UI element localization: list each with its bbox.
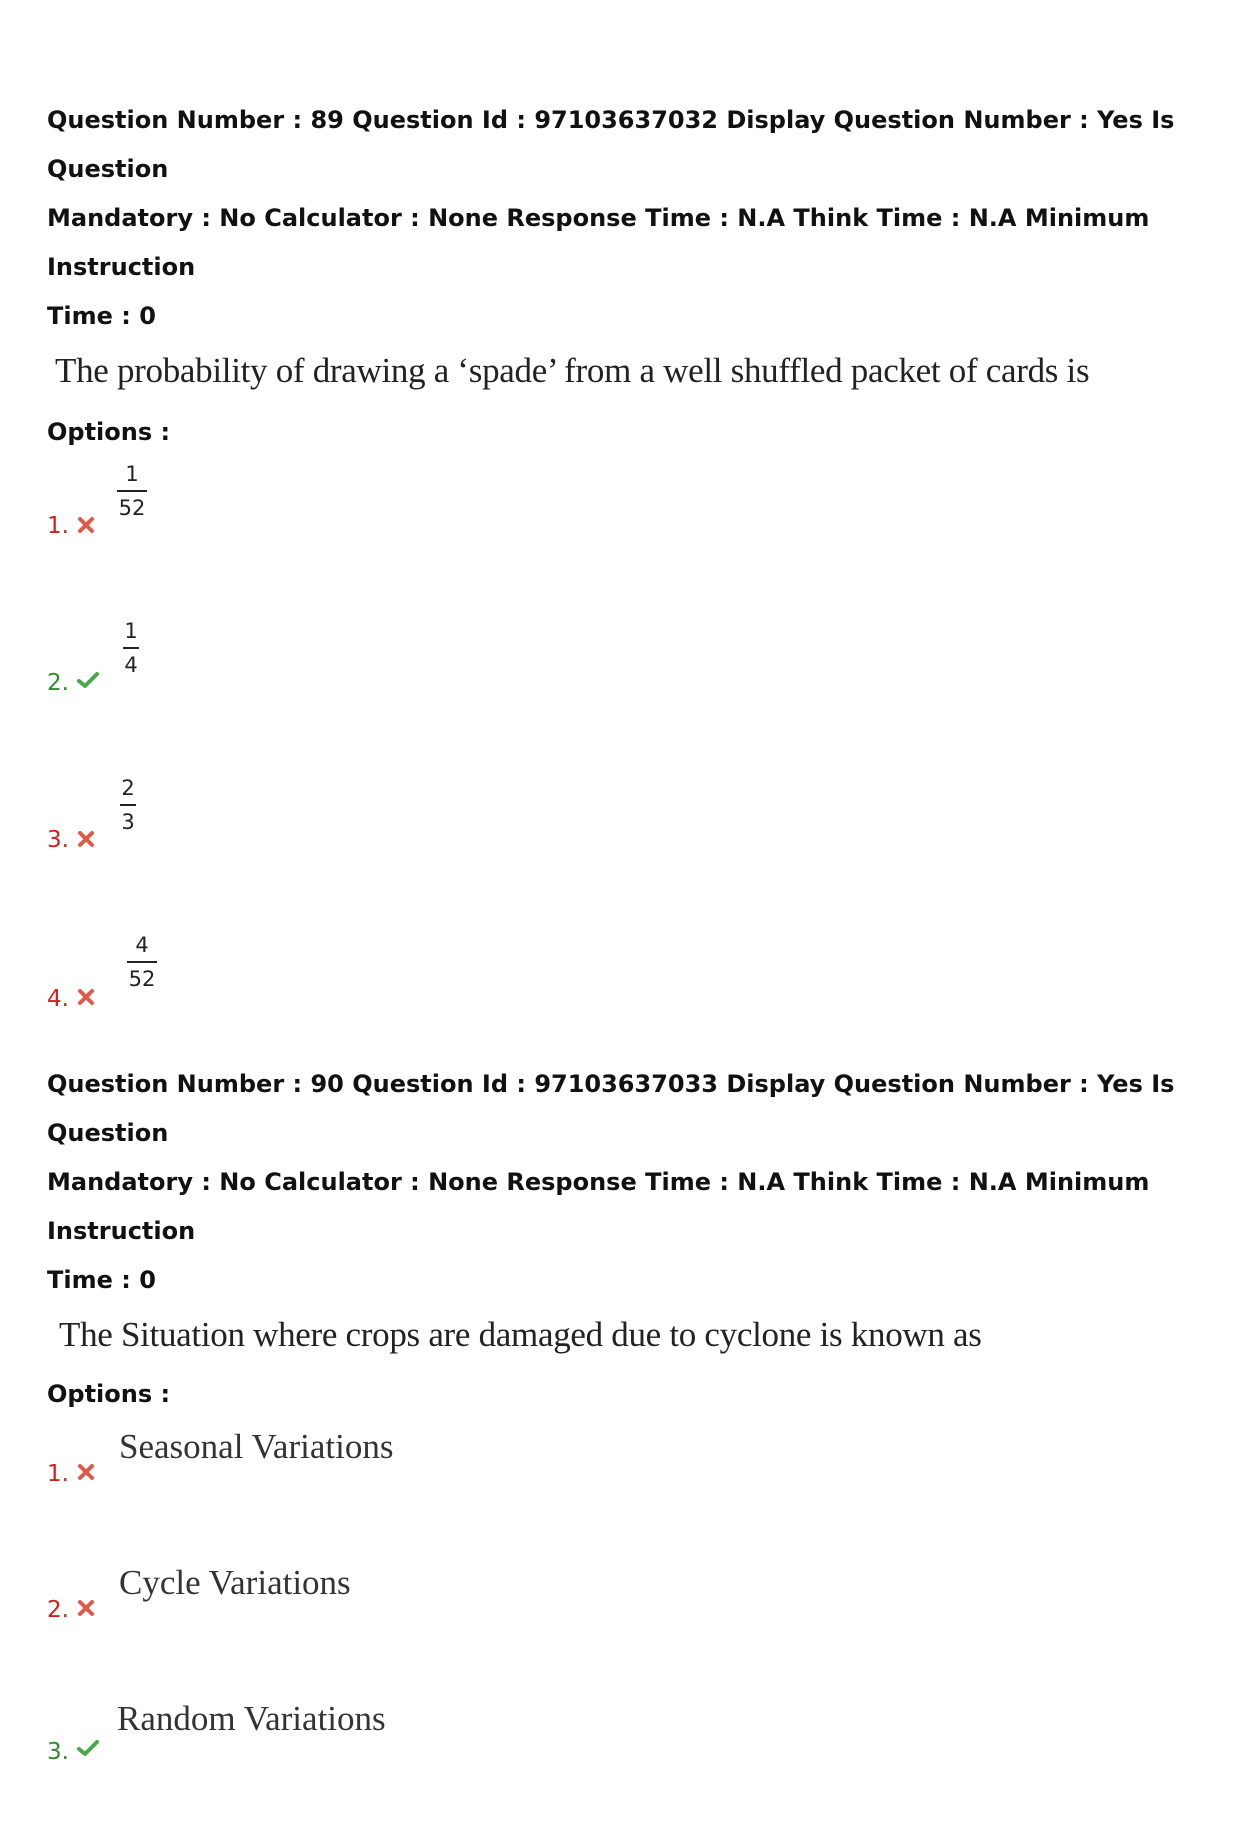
option-1[interactable] — [47, 1427, 647, 1557]
option-2[interactable] — [47, 618, 447, 775]
option-2[interactable] — [47, 1563, 647, 1693]
option-label: Cycle Variations — [119, 1563, 351, 1602]
question-block-90 — [47, 1060, 1207, 1847]
fraction-bar — [123, 647, 139, 649]
question-meta-line3: Time : 0 — [47, 302, 156, 330]
option-label: Random Variations — [117, 1699, 386, 1738]
question-meta-line2: Mandatory : No Calculator : None Response Time : N.A Think Time : N.A Minimum Instruction — [47, 204, 1150, 281]
check-icon — [77, 671, 99, 689]
fraction-bar — [120, 804, 136, 806]
check-icon — [77, 1739, 99, 1757]
question-text: The Situation where crops are damaged due to cyclone is known as — [59, 1315, 982, 1354]
option-number: 1. — [47, 1461, 69, 1487]
fraction-numerator: 2 — [121, 776, 135, 800]
fraction-denominator: 52 — [118, 496, 146, 520]
option-number: 2. — [47, 1597, 69, 1623]
option-number: 1. — [47, 513, 69, 539]
cross-icon — [77, 988, 95, 1006]
question-meta-line2: Mandatory : No Calculator : None Response Time : N.A Think Time : N.A Minimum Instruction — [47, 1168, 1150, 1245]
cross-icon — [77, 516, 95, 534]
question-meta-line1: Question Number : 89 Question Id : 97103637032 Display Question Number : Yes Is Question — [47, 106, 1175, 183]
fraction-bar — [127, 961, 157, 963]
fraction — [120, 775, 136, 835]
option-number: 3. — [47, 1739, 69, 1765]
question-block-89 — [47, 96, 1207, 1101]
question-meta-line3: Time : 0 — [47, 1266, 156, 1294]
cross-icon — [77, 1463, 95, 1481]
fraction-bar — [117, 490, 147, 492]
fraction — [117, 461, 147, 521]
fraction-numerator: 1 — [124, 619, 138, 643]
fraction-numerator: 1 — [125, 462, 139, 486]
cross-icon — [77, 1599, 95, 1617]
option-3[interactable] — [47, 775, 447, 932]
option-label: Seasonal Variations — [119, 1427, 394, 1466]
fraction-denominator: 4 — [124, 653, 138, 677]
option-number: 4. — [47, 986, 69, 1012]
cross-icon — [77, 830, 95, 848]
option-3[interactable] — [47, 1699, 647, 1829]
question-meta-line1: Question Number : 90 Question Id : 97103637033 Display Question Number : Yes Is Question — [47, 1070, 1175, 1147]
options-label: Options : — [47, 418, 171, 446]
option-number: 3. — [47, 827, 69, 853]
fraction — [123, 618, 139, 678]
options-list — [47, 1427, 1207, 1847]
fraction — [127, 932, 157, 992]
fraction-denominator: 52 — [128, 967, 156, 991]
option-number: 2. — [47, 670, 69, 696]
options-list — [47, 461, 1207, 1101]
fraction-numerator: 4 — [135, 933, 149, 957]
options-label: Options : — [47, 1380, 171, 1408]
fraction-denominator: 3 — [121, 810, 135, 834]
question-text: The probability of drawing a ‘spade’ from a well shuffled packet of cards is — [55, 351, 1090, 390]
option-1[interactable] — [47, 461, 447, 618]
